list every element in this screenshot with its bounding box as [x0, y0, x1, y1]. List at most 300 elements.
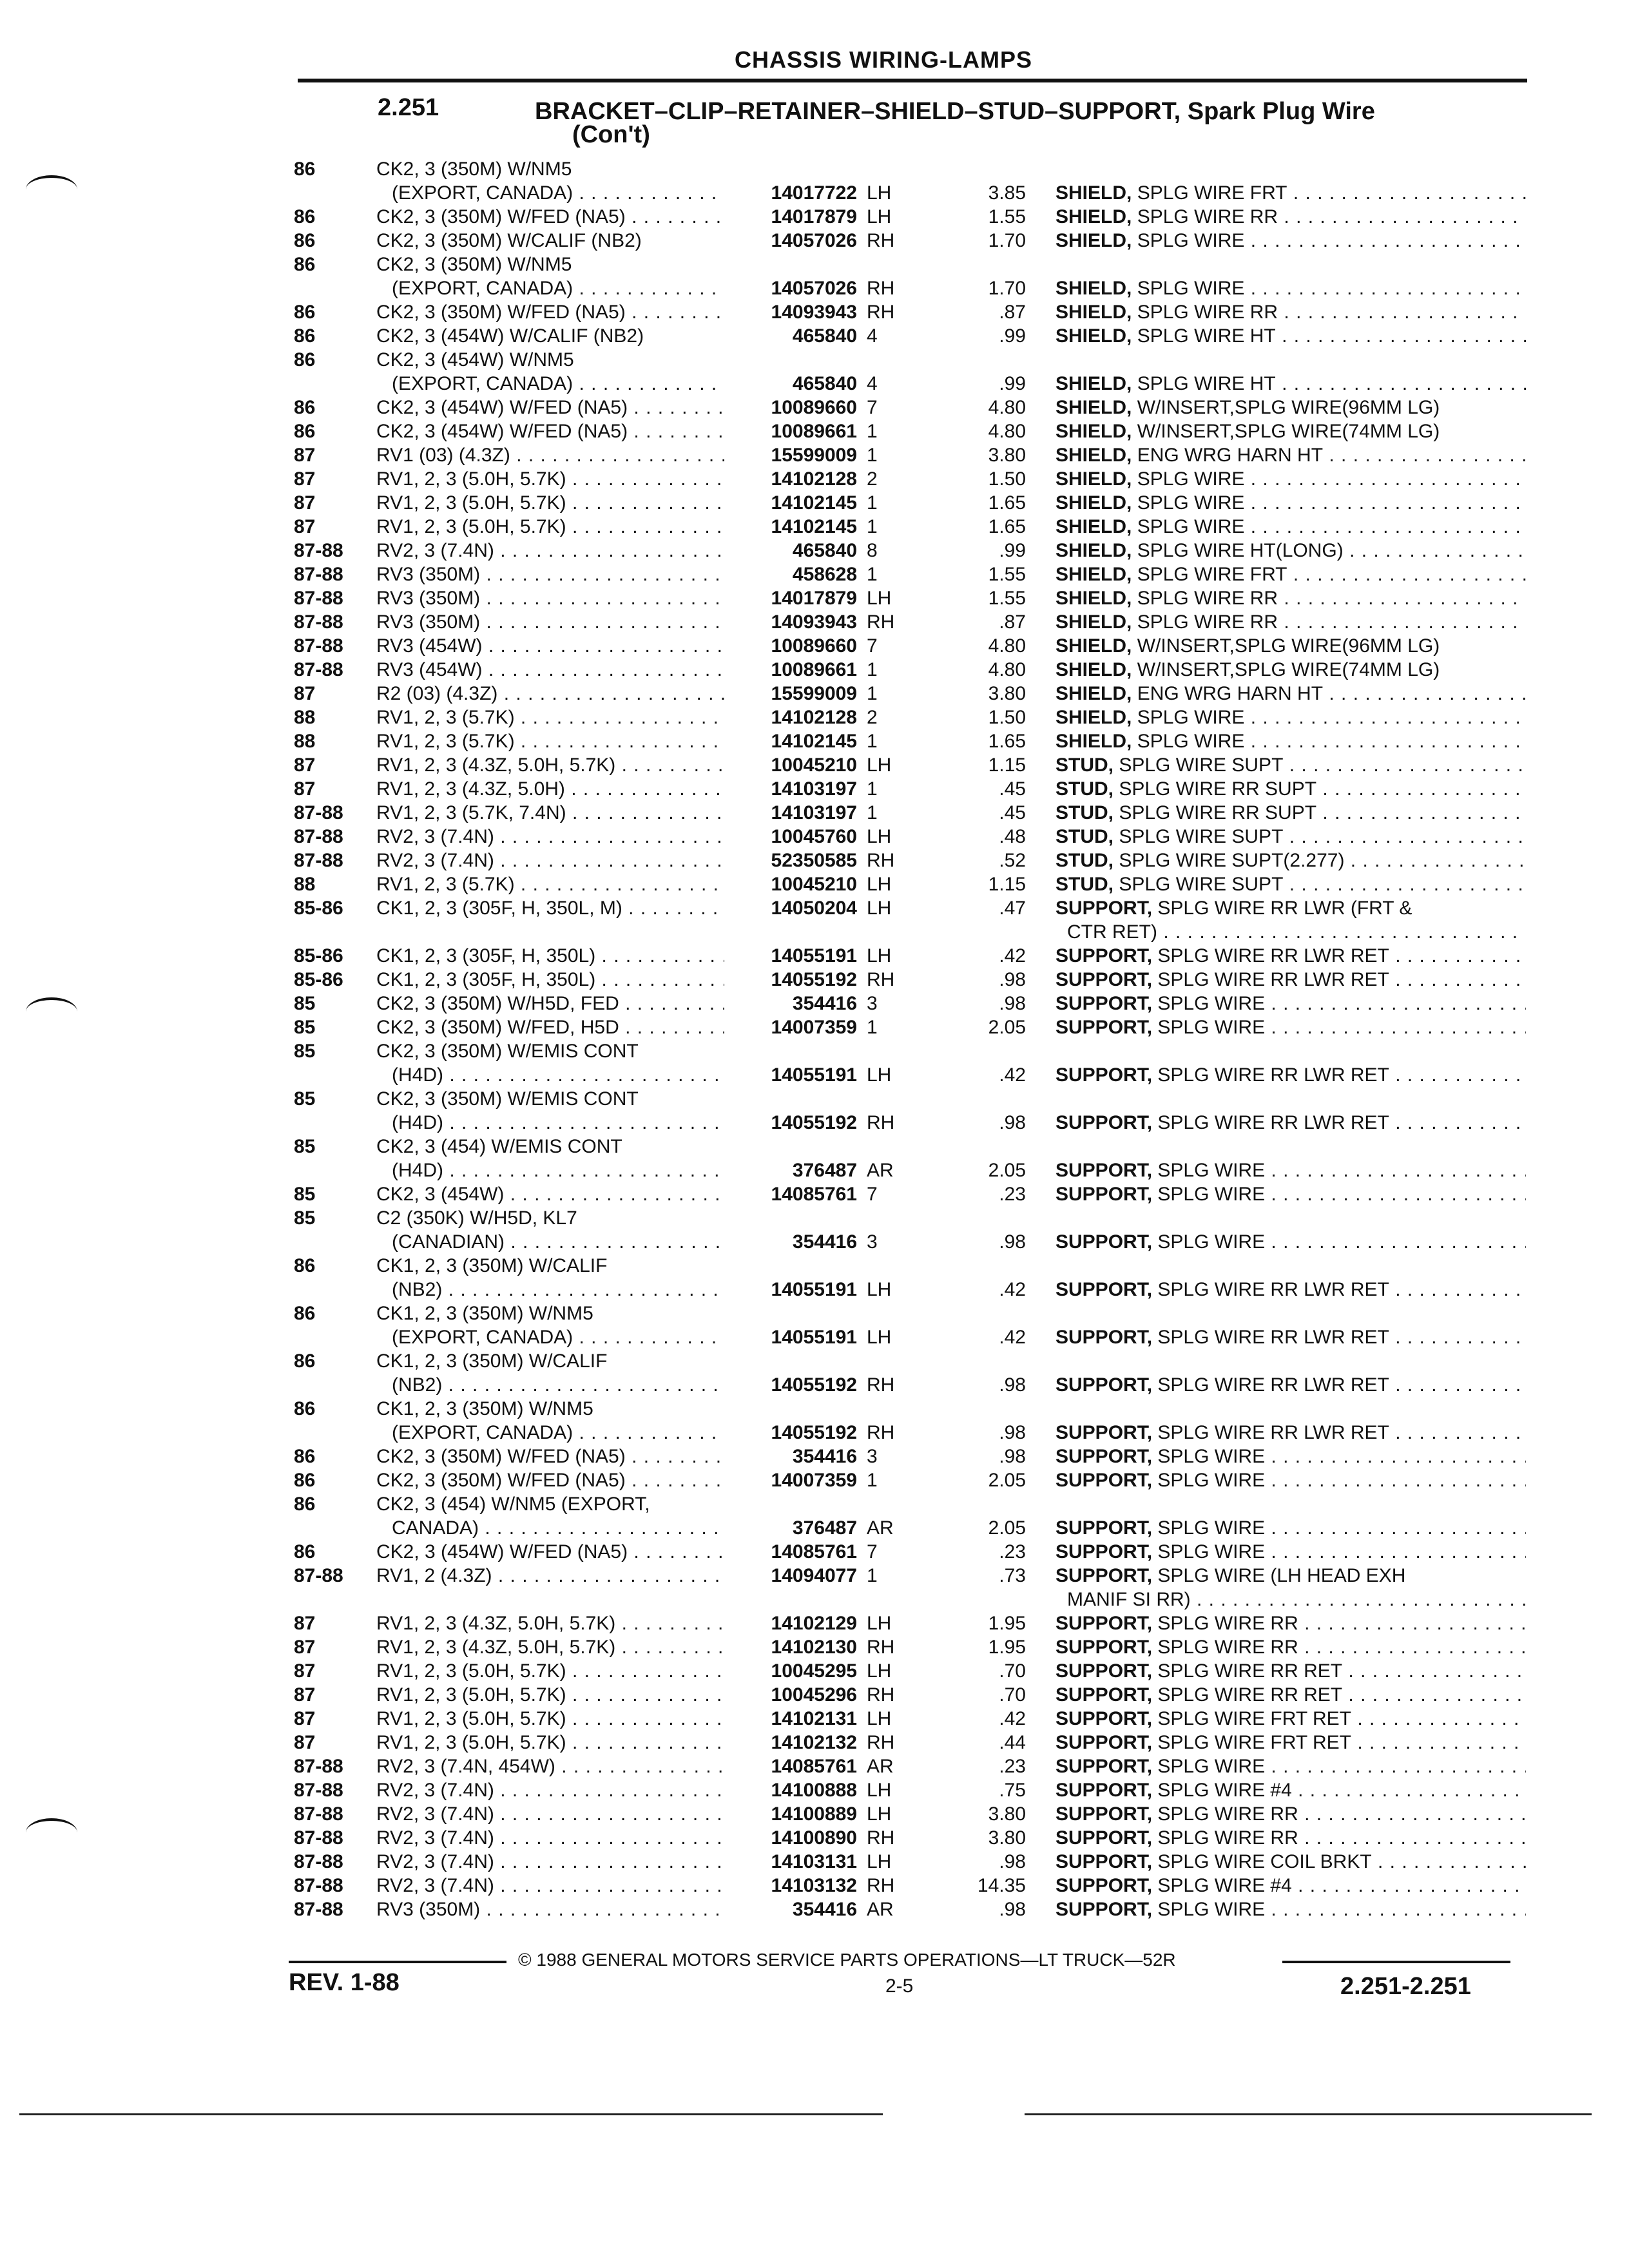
- price: .52: [999, 850, 1026, 871]
- description-keyword: SUPPORT,: [1055, 1064, 1153, 1086]
- table-row: [0, 944, 1629, 968]
- application: (NB2) . . .: [392, 1373, 724, 1397]
- table-row: [0, 324, 1629, 348]
- quantity: 1: [867, 683, 878, 704]
- application: RV1, 2, 3 (4.3Z, 5.0H, 5.7K) . . .: [376, 1635, 724, 1659]
- part-number: 14093943: [771, 611, 857, 633]
- description-text: SPLG WIRE #4: [1157, 1875, 1292, 1896]
- description-keyword: SHIELD,: [1055, 278, 1132, 299]
- table-row: [0, 1087, 1629, 1111]
- model-year: 87: [294, 1732, 316, 1753]
- description-text: W/INSERT,SPLG WIRE(74MM LG): [1137, 421, 1440, 442]
- table-row: [0, 1421, 1629, 1445]
- description: [1055, 539, 1526, 562]
- application: RV3 (350M) . . .: [376, 562, 724, 586]
- description-text: W/INSERT,SPLG WIRE(74MM LG): [1137, 659, 1440, 680]
- application: RV3 (350M) . . .: [376, 610, 724, 634]
- part-number: 10045295: [771, 1660, 857, 1682]
- application: RV1, 2, 3 (5.0H, 5.7K) . . .: [376, 1683, 724, 1707]
- price: .23: [999, 1541, 1026, 1562]
- part-number: 10045210: [771, 754, 857, 776]
- part-number: 14055191: [771, 1279, 857, 1300]
- quantity: 1: [867, 421, 878, 442]
- price: 2.05: [988, 1517, 1026, 1539]
- table-row: [0, 1015, 1629, 1039]
- description-keyword: SUPPORT,: [1055, 1327, 1153, 1348]
- application: (H4D) . . .: [392, 1111, 724, 1135]
- table-row: [0, 443, 1629, 467]
- quantity: 1: [867, 731, 878, 752]
- table-row: [0, 419, 1629, 443]
- part-number: 465840: [792, 325, 857, 347]
- application: RV3 (454W) . . .: [376, 658, 724, 682]
- part-number: 354416: [792, 1231, 857, 1253]
- model-year: 87-88: [294, 1899, 343, 1920]
- application: CK2, 3 (454W) W/NM5: [376, 349, 574, 370]
- description-text: SPLG WIRE RR LWR RET: [1157, 1374, 1389, 1396]
- description-text: MANIF SI RR): [1067, 1589, 1191, 1610]
- table-row: [0, 1397, 1629, 1421]
- description-text: SPLG WIRE: [1137, 278, 1245, 299]
- quantity: LH: [867, 1851, 892, 1872]
- description-text: SPLG WIRE: [1157, 1017, 1266, 1038]
- description-text: SPLG WIRE: [1137, 707, 1245, 728]
- description: [1055, 491, 1526, 515]
- price: 3.80: [988, 683, 1026, 704]
- description: [1055, 896, 1526, 920]
- price: .45: [999, 802, 1026, 823]
- quantity: 1: [867, 564, 878, 585]
- price: .42: [999, 945, 1026, 966]
- description: [1055, 992, 1526, 1015]
- part-number: 14103132: [771, 1875, 857, 1896]
- description-text: SPLG WIRE: [1157, 1446, 1266, 1467]
- application: RV1, 2, 3 (5.7K) . . .: [376, 872, 724, 896]
- model-year: 87-88: [294, 659, 343, 680]
- part-number: 14102145: [771, 492, 857, 514]
- quantity: AR: [867, 1160, 894, 1181]
- description-text: SPLG WIRE: [1137, 230, 1245, 251]
- description-text: SPLG WIRE: [1157, 993, 1266, 1014]
- description-keyword: SUPPORT,: [1055, 945, 1153, 966]
- table-row: [0, 229, 1629, 253]
- part-number: 14007359: [771, 1017, 857, 1038]
- price: .42: [999, 1279, 1026, 1300]
- model-year: 87: [294, 1613, 316, 1634]
- model-year: 86: [294, 254, 316, 275]
- description: [1055, 300, 1526, 324]
- application: CK1, 2, 3 (305F, H, 350L, M) . . .: [376, 896, 724, 920]
- model-year: 87-88: [294, 1827, 343, 1849]
- model-year: 85: [294, 1184, 316, 1205]
- description: [1055, 777, 1526, 801]
- description-text: W/INSERT,SPLG WIRE(96MM LG): [1137, 635, 1440, 657]
- model-year: 86: [294, 1446, 316, 1467]
- quantity: RH: [867, 1875, 895, 1896]
- application: RV2, 3 (7.4N) . . .: [376, 1874, 724, 1898]
- description: [1055, 634, 1526, 658]
- quantity: 1: [867, 1470, 878, 1491]
- application: (H4D) . . .: [392, 1158, 724, 1182]
- description: [1055, 1826, 1526, 1850]
- model-year: 85: [294, 1088, 316, 1110]
- model-year: 86: [294, 1470, 316, 1491]
- part-number: 14007359: [771, 1470, 857, 1491]
- price: 3.80: [988, 445, 1026, 466]
- description-text: SPLG WIRE #4: [1157, 1780, 1292, 1801]
- application: (H4D) . . .: [392, 1063, 724, 1087]
- model-year: 87: [294, 683, 316, 704]
- table-row: [0, 181, 1629, 205]
- description: [1055, 419, 1526, 443]
- price: 3.80: [988, 1803, 1026, 1825]
- quantity: 1: [867, 492, 878, 514]
- description: [1055, 872, 1526, 896]
- application: CK2, 3 (350M) W/H5D, FED . . .: [376, 992, 724, 1015]
- application: RV1, 2, 3 (5.7K) . . .: [376, 706, 724, 729]
- table-row: [0, 1802, 1629, 1826]
- description-keyword: SHIELD,: [1055, 683, 1132, 704]
- table-row: [0, 1492, 1629, 1516]
- binder-hole-mark: [26, 175, 77, 204]
- quantity: RH: [867, 1732, 895, 1753]
- price: .73: [999, 1565, 1026, 1586]
- description: [1055, 610, 1526, 634]
- description-text: SPLG WIRE RR SUPT: [1119, 802, 1317, 823]
- price: 1.95: [988, 1637, 1026, 1658]
- application: CANADA) . . .: [392, 1516, 724, 1540]
- quantity: RH: [867, 278, 895, 299]
- description: [1055, 682, 1526, 706]
- part-number: 14102128: [771, 468, 857, 490]
- part-number: 10089660: [771, 397, 857, 418]
- price: .87: [999, 302, 1026, 323]
- model-year: 86: [294, 1303, 316, 1324]
- part-number: 10045296: [771, 1684, 857, 1706]
- model-year: 85-86: [294, 898, 343, 919]
- price: .99: [999, 373, 1026, 394]
- description-keyword: SUPPORT,: [1055, 1112, 1153, 1133]
- description-keyword: SHIELD,: [1055, 445, 1132, 466]
- part-number: 465840: [792, 540, 857, 561]
- application: RV2, 3 (7.4N) . . .: [376, 1850, 724, 1874]
- application: CK2, 3 (350M) W/FED (NA5) . . .: [376, 1468, 724, 1492]
- quantity: LH: [867, 1803, 892, 1825]
- section-number: 2.251: [378, 94, 439, 121]
- table-row: [0, 586, 1629, 610]
- description-text: SPLG WIRE: [1157, 1899, 1266, 1920]
- quantity: 1: [867, 659, 878, 680]
- part-number: 14017879: [771, 206, 857, 227]
- description-text: SPLG WIRE RR LWR RET: [1157, 1112, 1389, 1133]
- description-keyword: STUD,: [1055, 754, 1113, 776]
- description: [1055, 1778, 1526, 1802]
- quantity: LH: [867, 1279, 892, 1300]
- part-number: 14055191: [771, 1327, 857, 1348]
- description-keyword: SHIELD,: [1055, 468, 1132, 490]
- description: [1055, 1421, 1526, 1445]
- application: RV1, 2, 3 (5.0H, 5.7K) . . .: [376, 467, 724, 491]
- model-year: 87: [294, 1684, 316, 1706]
- part-number: 14102130: [771, 1637, 857, 1658]
- quantity: 3: [867, 1231, 878, 1253]
- application: RV2, 3 (7.4N, 454W) . . .: [376, 1754, 724, 1778]
- description: [1055, 968, 1526, 992]
- model-year: 87-88: [294, 1780, 343, 1801]
- quantity: 4: [867, 373, 878, 394]
- table-row: [0, 1564, 1629, 1588]
- part-number: 14050204: [771, 898, 857, 919]
- description-keyword: SUPPORT,: [1055, 1374, 1153, 1396]
- price: 1.55: [988, 206, 1026, 227]
- application: CK2, 3 (350M) W/NM5: [376, 159, 572, 180]
- description: [1055, 825, 1526, 849]
- description: [1055, 1540, 1526, 1564]
- part-number: 14055192: [771, 1112, 857, 1133]
- model-year: 86: [294, 421, 316, 442]
- price: .98: [999, 1374, 1026, 1396]
- model-year: 87-88: [294, 1851, 343, 1872]
- price: 4.80: [988, 635, 1026, 657]
- table-row: [0, 1588, 1629, 1611]
- application: R2 (03) (4.3Z) . . .: [376, 682, 724, 706]
- model-year: 88: [294, 731, 316, 752]
- price: .75: [999, 1780, 1026, 1801]
- description: [1055, 443, 1526, 467]
- description: [1055, 372, 1526, 396]
- price: 1.70: [988, 230, 1026, 251]
- description-text: SPLG WIRE RR RET: [1157, 1684, 1343, 1706]
- application: CK1, 2, 3 (305F, H, 350L) . . .: [376, 944, 724, 968]
- description-text: SPLG WIRE FRT RET: [1157, 1732, 1351, 1753]
- part-number: 14017879: [771, 588, 857, 609]
- table-row: [0, 1111, 1629, 1135]
- description-keyword: SUPPORT,: [1055, 969, 1153, 990]
- table-row: [0, 1826, 1629, 1850]
- description-keyword: SUPPORT,: [1055, 1803, 1153, 1825]
- model-year: 86: [294, 397, 316, 418]
- table-row: [0, 1230, 1629, 1254]
- description-text: SPLG WIRE: [1157, 1231, 1266, 1253]
- description-keyword: SHIELD,: [1055, 635, 1132, 657]
- description-text: SPLG WIRE RR: [1157, 1827, 1298, 1849]
- model-year: 85: [294, 1136, 316, 1157]
- description-keyword: SHIELD,: [1055, 516, 1132, 537]
- application: RV2, 3 (7.4N) . . .: [376, 1778, 724, 1802]
- table-row: [0, 610, 1629, 634]
- description-keyword: SUPPORT,: [1055, 1446, 1153, 1467]
- application: (CANADIAN) . . .: [392, 1230, 724, 1254]
- description: [1055, 515, 1526, 539]
- part-number: 10045210: [771, 874, 857, 895]
- description-text: SPLG WIRE RR LWR RET: [1157, 1327, 1389, 1348]
- part-number: 14103197: [771, 778, 857, 800]
- description: [1055, 1182, 1526, 1206]
- footer-section-range: 2.251-2.251: [1340, 1973, 1471, 2000]
- model-year: 87: [294, 1708, 316, 1729]
- description-keyword: SHIELD,: [1055, 731, 1132, 752]
- part-number: 354416: [792, 993, 857, 1014]
- model-year: 85-86: [294, 969, 343, 990]
- description-keyword: SHIELD,: [1055, 588, 1132, 609]
- table-row: [0, 634, 1629, 658]
- model-year: 85: [294, 1041, 316, 1062]
- table-row: [0, 1039, 1629, 1063]
- table-row: [0, 1302, 1629, 1325]
- model-year: 85: [294, 1017, 316, 1038]
- part-number: 14055191: [771, 1064, 857, 1086]
- quantity: RH: [867, 1827, 895, 1849]
- quantity: LH: [867, 1708, 892, 1729]
- description-text: SPLG WIRE: [1157, 1184, 1266, 1205]
- description-text: SPLG WIRE RR LWR RET: [1157, 1064, 1389, 1086]
- description-keyword: SHIELD,: [1055, 373, 1132, 394]
- description-keyword: SHIELD,: [1055, 611, 1132, 633]
- price: 2.05: [988, 1160, 1026, 1181]
- model-year: 87-88: [294, 826, 343, 847]
- description: [1055, 729, 1526, 753]
- table-row: [0, 372, 1629, 396]
- description-text: SPLG WIRE RR: [1137, 611, 1278, 633]
- quantity: LH: [867, 898, 892, 919]
- model-year: 87-88: [294, 802, 343, 823]
- description-keyword: SUPPORT,: [1055, 1279, 1153, 1300]
- description-text: SPLG WIRE RR LWR RET: [1157, 1279, 1389, 1300]
- model-year: 87-88: [294, 635, 343, 657]
- description-text: SPLG WIRE RR LWR RET: [1157, 1422, 1389, 1443]
- quantity: AR: [867, 1517, 894, 1539]
- description-keyword: SHIELD,: [1055, 707, 1132, 728]
- description: [1055, 467, 1526, 491]
- table-row: [0, 1898, 1629, 1921]
- description-text: SPLG WIRE: [1137, 516, 1245, 537]
- price: 1.65: [988, 492, 1026, 514]
- description-keyword: SHIELD,: [1055, 564, 1132, 585]
- quantity: 2: [867, 468, 878, 490]
- application: RV3 (350M) . . .: [376, 586, 724, 610]
- part-number: 376487: [792, 1160, 857, 1181]
- application: CK1, 2, 3 (350M) W/CALIF: [376, 1350, 608, 1372]
- model-year: 87-88: [294, 1803, 343, 1825]
- quantity: RH: [867, 302, 895, 323]
- price: .98: [999, 1422, 1026, 1443]
- price: .48: [999, 826, 1026, 847]
- description-keyword: SUPPORT,: [1055, 898, 1153, 919]
- application: RV1, 2 (4.3Z) . . .: [376, 1564, 724, 1588]
- price: 3.80: [988, 1827, 1026, 1849]
- model-year: 85-86: [294, 945, 343, 966]
- description-keyword: SHIELD,: [1055, 397, 1132, 418]
- table-row: [0, 205, 1629, 229]
- table-row: [0, 682, 1629, 706]
- model-year: 87: [294, 754, 316, 776]
- table-row: [0, 157, 1629, 181]
- description-text: SPLG WIRE HT: [1137, 325, 1276, 347]
- description-keyword: SUPPORT,: [1055, 1780, 1153, 1801]
- table-row: [0, 992, 1629, 1015]
- bottom-scan-line-right: [1025, 2113, 1592, 2115]
- model-year: 87: [294, 516, 316, 537]
- model-year: 86: [294, 159, 316, 180]
- description-keyword: SUPPORT,: [1055, 1565, 1153, 1586]
- application: RV1, 2, 3 (5.0H, 5.7K) . . .: [376, 1731, 724, 1754]
- price: .47: [999, 898, 1026, 919]
- model-year: 85: [294, 1207, 316, 1229]
- table-row: [0, 1182, 1629, 1206]
- part-number: 15599009: [771, 445, 857, 466]
- description-keyword: SHIELD,: [1055, 206, 1132, 227]
- model-year: 87: [294, 468, 316, 490]
- application: CK1, 2, 3 (350M) W/NM5: [376, 1303, 593, 1324]
- description-keyword: SUPPORT,: [1055, 1517, 1153, 1539]
- application: RV2, 3 (7.4N) . . .: [376, 1802, 724, 1826]
- model-year: 86: [294, 1541, 316, 1562]
- description-keyword: SHIELD,: [1055, 182, 1132, 204]
- table-row: [0, 968, 1629, 992]
- model-year: 87-88: [294, 1565, 343, 1586]
- description: [1055, 1611, 1526, 1635]
- quantity: 2: [867, 707, 878, 728]
- description: [1055, 1754, 1526, 1778]
- table-row: [0, 1373, 1629, 1397]
- application: CK2, 3 (454) W/NM5 (EXPORT,: [376, 1494, 650, 1515]
- part-number: 14055192: [771, 969, 857, 990]
- table-row: [0, 658, 1629, 682]
- part-number: 14055192: [771, 1422, 857, 1443]
- price: 14.35: [977, 1875, 1026, 1896]
- application: (NB2) . . .: [392, 1278, 724, 1302]
- application: CK2, 3 (350M) W/FED, H5D . . .: [376, 1015, 724, 1039]
- description-text: SPLG WIRE: [1137, 468, 1245, 490]
- part-number: 14017722: [771, 182, 857, 204]
- table-row: [0, 1158, 1629, 1182]
- description-keyword: SHIELD,: [1055, 659, 1132, 680]
- table-row: [0, 849, 1629, 872]
- part-number: 15599009: [771, 683, 857, 704]
- description-text: SPLG WIRE: [1157, 1160, 1266, 1181]
- model-year: 87: [294, 1637, 316, 1658]
- description-text: SPLG WIRE RR: [1137, 302, 1278, 323]
- part-number: 52350585: [771, 850, 857, 871]
- quantity: AR: [867, 1756, 894, 1777]
- description-keyword: STUD,: [1055, 802, 1113, 823]
- part-number: 14055192: [771, 1374, 857, 1396]
- application: RV2, 3 (7.4N) . . .: [376, 539, 724, 562]
- quantity: LH: [867, 206, 892, 227]
- table-row: [0, 253, 1629, 276]
- application: CK2, 3 (454W) W/FED (NA5) . . .: [376, 419, 724, 443]
- quantity: RH: [867, 1374, 895, 1396]
- table-row: [0, 1468, 1629, 1492]
- section-title: BRACKET–CLIP–RETAINER–SHIELD–STUD–SUPPORT, Spark Plug Wire: [535, 98, 1375, 125]
- description-keyword: SUPPORT,: [1055, 1875, 1153, 1896]
- model-year: 87: [294, 1660, 316, 1682]
- description-keyword: SUPPORT,: [1055, 1660, 1153, 1682]
- model-year: 88: [294, 707, 316, 728]
- price: 1.50: [988, 468, 1026, 490]
- application: CK1, 2, 3 (350M) W/NM5: [376, 1398, 593, 1419]
- description-text: SPLG WIRE: [1157, 1517, 1266, 1539]
- table-row: [0, 920, 1629, 944]
- application: RV1, 2, 3 (5.7K, 7.4N) . . .: [376, 801, 724, 825]
- part-number: 14102145: [771, 731, 857, 752]
- page-header-title: CHASSIS WIRING-LAMPS: [735, 46, 1033, 73]
- description-keyword: STUD,: [1055, 850, 1113, 871]
- price: .98: [999, 1231, 1026, 1253]
- part-number: 14085761: [771, 1184, 857, 1205]
- description: [1055, 1373, 1526, 1397]
- quantity: LH: [867, 826, 892, 847]
